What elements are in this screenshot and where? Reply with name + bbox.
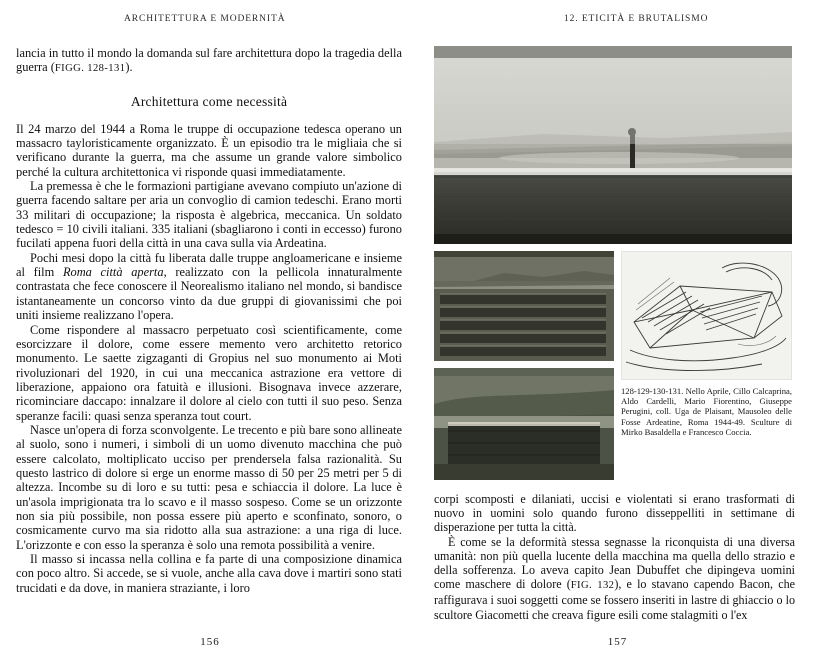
mausoleum-interior-photo [434,251,614,361]
mausoleum-sketch [621,251,792,380]
mausoleum-landscape-photo-graphic [434,368,614,480]
left-paragraph-3: La premessa è che le formazioni partigiane avevano compiuto un'azione di guerra facendo saltare per aria un convoglio di camion tedeschi. Erano morti 33 militari di occupazione; la risposta è algebrica, meccanica. Un soldato tedesco = 10 civili italiani. 335 italiani (sbagliarono i conti in eccesso) furono fucilati appena fuori della città in una cava sulla via Ardeatina. [16,179,402,251]
mausoleum-exterior-photo [434,46,792,244]
film-title: Roma città aperta [62,265,164,280]
right-paragraph-1: corpi scomposti e dilaniati, uccisi e violentati si erano trasformati di nuovo in uomini solo quando furono disseppelliti in settimane di disperazione per tutta la città. [434,492,795,535]
mausoleum-exterior-photo-graphic [434,46,792,244]
mausoleum-landscape-photo [434,368,614,480]
right-page [420,0,815,664]
left-folio: 156 [200,636,220,648]
left-running-head: ARCHITETTURA E MODERNITÀ [124,14,286,24]
right-running-head: 12. ETICITÀ E BRUTALISMO [564,14,709,24]
figure-column-left [434,251,614,480]
left-paragraph-5: Come rispondere al massacro perpetuato così scientificamente, come esorcizzare il dolore, come essere memento vero architetto retorico monumento. Le saette zigzaganti di Gropius nel suo monumento ai Moti rivoluzionari del 1920, in cui una meccanica astrazione era vettore di liberazione, appaiono ora fatuità e illusioni. Bisognava invece azzerare, ricominciare daccapo: innalzare il dolore al cielo con tutti il suo peso. Senza speranze facili: quasi senza speranza tout court. [16,322,402,423]
right-paragraph-2: È come se la deformità stessa segnasse la riconquista di una diversa umanità: non più quella lucente della macchina ma quella dello strazio e della sofferenza. Lo aveva capito Jean Dubuffet che dipingeva uomini come maschere di dolore (FIG. 132), e lo stavano capendo Bacon, che raffigurava i suoi soggetti come se fossero inseriti in lastre di ghiaccio o lo scultore Giacometti che creava figure esili come stalagmiti o l'ex [434,534,795,622]
figure-reference: FIGG. 128-131 [54,63,126,75]
figure-caption: 128-129-130-131. Nello Aprile, Cillo Calcaprina, Aldo Cardelli, Mario Fiorentino, Giuseppe Perugini, coll. Uga de Plaisant, Mausoleo delle Fosse Ardeatine, Roma 1944-49. Sculture di Mirko Basaldella e Francesco Coccia. [621,386,792,437]
left-paragraph-4: Pochi mesi dopo la città fu liberata dalle truppe angloamericane e insieme al film Roma città aperta, realizzato con la pellicola innaturalmente contrastata che fece conoscere il Neorealismo italiano nel mondo, si bandisce istantaneamente un concorso vinto da due gruppi di giovanissimi che poi uniti insieme realizzano l'opera. [16,250,402,323]
left-paragraph-6: Nasce un'opera di forza sconvolgente. Le trecento e più bare sono allineate al suolo, sono i numeri, i simboli di un uomo divenuto macchina che può essere calcolato, moltiplicato ucciso per prendersela falsa razionalità. Su questo lastrico di dolore si erge un enorme masso di 50 per 25 metri per 5 di altezza. Incombe su di loro e su tutti: pesa e schiaccia il dolore. La luce è un'asola imprigionata tra lo scavo e il masso sospeso. Come se un orizzonte non sia più possibile, non possa essere più aperto e sconfinato, sonoro, o cosmicamente curvo ma sia ridotto alla sua astrazione: a una riga di luce. L'orizzonte e con esso la speranza è solo una remota possibilità a venire. [16,422,402,552]
left-paragraph-1-text: lancia in tutto il mondo la domanda sul fare architettura dopo la tragedia della guerra (FIGG. 128-131). [16,46,402,75]
right-folio: 157 [607,636,628,648]
left-paragraph-2: Il 24 marzo del 1944 a Roma le truppe di occupazione tedesca operano un massacro tayloristicamente organizzato. È un episodio tra le migliaia che si verificano durante la guerra, ma che assume un grande valore simbolico perché la cultura architettonica vi risponde quasi immediatamente. [16,121,402,179]
mausoleum-sketch-graphic [622,252,791,379]
left-paragraph-1 [16,46,402,77]
figure-reference-right: FIG. 132 [570,580,615,592]
figure-column-right [621,251,792,480]
figure-grid [434,251,792,480]
right-text-block [434,492,795,622]
section-title: Architettura come necessità [130,93,288,109]
mausoleum-interior-photo-graphic [434,251,614,361]
left-paragraph-7: Il masso si incassa nella collina e fa parte di una composizione dinamica con poco altro. Si accede, se si vuole, anche alla cava dove i martiri sono stati trucidati e da dove, in maniera straziante, i loro [16,552,402,595]
